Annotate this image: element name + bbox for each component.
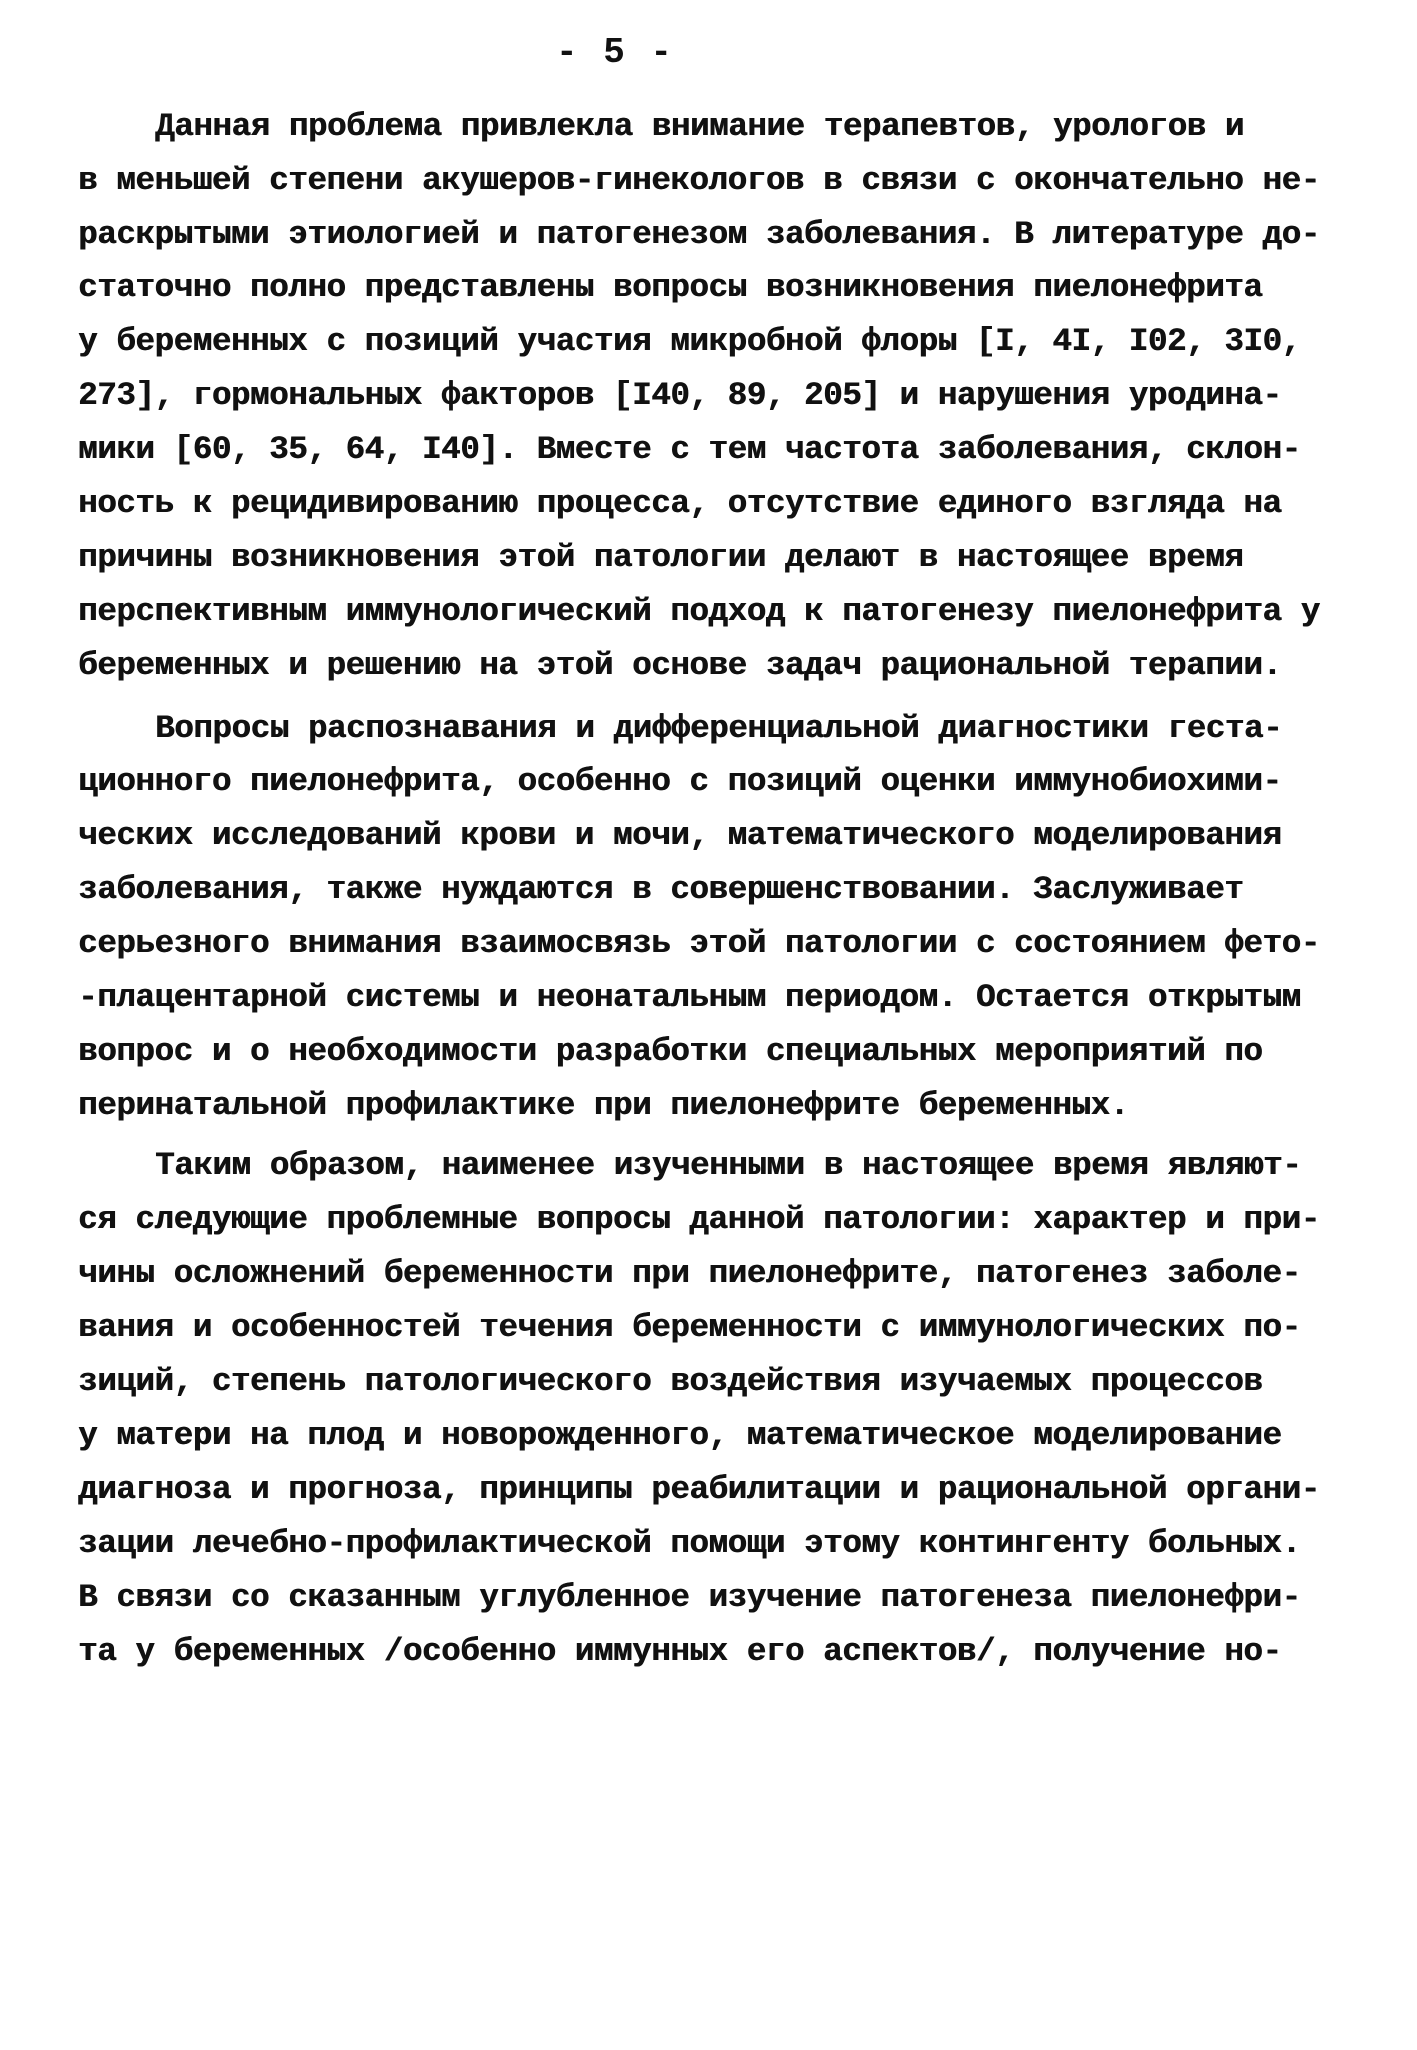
page-number: - 5 - xyxy=(555,32,675,73)
paragraph-2-line-3: ческих исследований крови и мочи, математического моделирования xyxy=(78,817,1282,854)
paragraph-2-line-7: вопрос и о необходимости разработки специальных мероприятий по xyxy=(78,1033,1263,1070)
paragraph-1-line-6: 273], гормональных факторов [I40, 89, 205] и нарушения уродина- xyxy=(78,377,1282,414)
paragraph-1-line-1: Данная проблема привлекла внимание терапевтов, урологов и xyxy=(155,108,1244,145)
paragraph-2-line-5: серьезного внимания взаимосвязь этой патологии с состоянием фето- xyxy=(78,925,1320,962)
paragraph-2-line-1: Вопросы распознавания и дифференциальной диагностики геста- xyxy=(155,710,1283,747)
paragraph-2-line-6: -плацентарной системы и неонатальным периодом. Остается открытым xyxy=(78,979,1301,1016)
paragraph-1-line-2: в меньшей степени акушеров-гинекологов в связи с окончательно не- xyxy=(78,162,1320,199)
paragraph-3-line-3: чины осложнений беременности при пиелонефрите, патогенез заболе- xyxy=(78,1255,1301,1292)
paragraph-3-line-2: ся следующие проблемные вопросы данной патологии: характер и при- xyxy=(78,1201,1320,1238)
paragraph-2-line-8: перинатальной профилактике при пиелонефрите беременных. xyxy=(78,1087,1129,1124)
paragraph-1-line-7: мики [60, 35, 64, I40]. Вместе с тем частота заболевания, склон- xyxy=(78,431,1301,468)
paragraph-3-line-4: вания и особенностей течения беременности с иммунологических по- xyxy=(78,1309,1301,1346)
paragraph-2-line-2: ционного пиелонефрита, особенно с позиций оценки иммунобиохими- xyxy=(78,763,1282,800)
paragraph-1-line-10: перспективным иммунологический подход к патогенезу пиелонефрита у xyxy=(78,593,1320,630)
paragraph-1-line-8: ность к рецидивированию процесса, отсутствие единого взгляда на xyxy=(78,485,1282,522)
paragraph-3-line-9: В связи со сказанным углубленное изучение патогенеза пиелонефри- xyxy=(78,1579,1301,1616)
paragraph-1-line-9: причины возникновения этой патологии делают в настоящее время xyxy=(78,539,1244,576)
paragraph-3-line-8: зации лечебно-профилактической помощи этому контингенту больных. xyxy=(78,1525,1301,1562)
paragraph-1-line-3: раскрытыми этиологией и патогенезом заболевания. В литературе до- xyxy=(78,216,1320,253)
paragraph-3-line-5: зиций, степень патологического воздействия изучаемых процессов xyxy=(78,1363,1263,1400)
paragraph-1-line-4: статочно полно представлены вопросы возникновения пиелонефрита xyxy=(78,269,1263,306)
paragraph-2-line-4: заболевания, также нуждаются в совершенствовании. Заслуживает xyxy=(78,871,1244,908)
paragraph-1-line-5: у беременных с позиций участия микробной флоры [I, 4I, I02, 3I0, xyxy=(78,323,1301,360)
paragraph-3-line-1: Таким образом, наименее изученными в настоящее время являют- xyxy=(155,1147,1302,1184)
paragraph-1-line-11: беременных и решению на этой основе задач рациональной терапии. xyxy=(78,647,1282,684)
paragraph-3-line-10: та у беременных /особенно иммунных его аспектов/, получение но- xyxy=(78,1633,1282,1670)
paragraph-3-line-7: диагноза и прогноза, принципы реабилитации и рациональной органи- xyxy=(78,1471,1320,1508)
paragraph-3-line-6: у матери на плод и новорожденного, математическое моделирование xyxy=(78,1417,1282,1454)
